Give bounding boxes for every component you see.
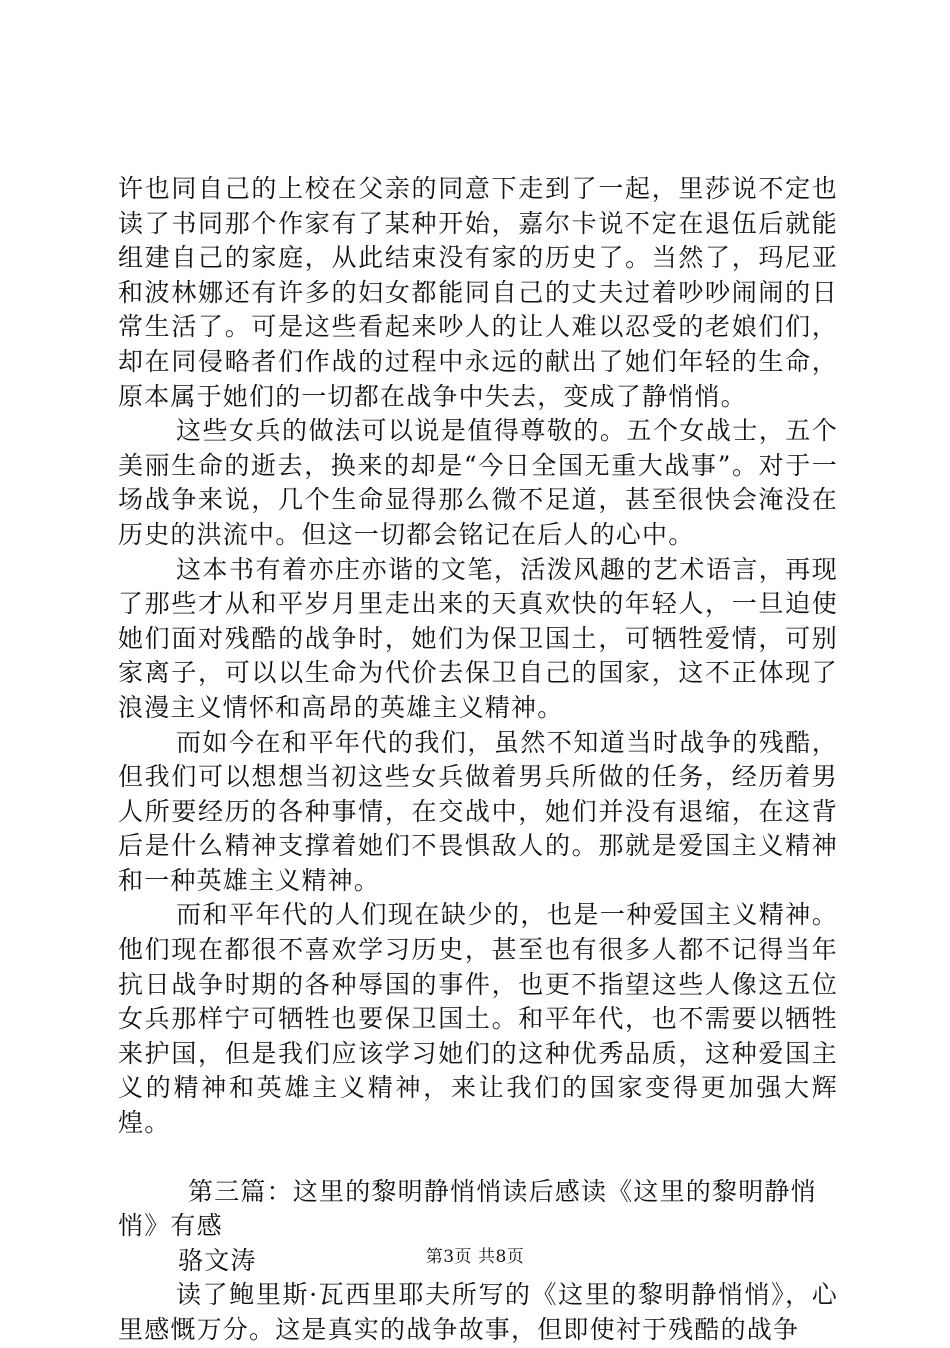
page-number-footer: 第3页 共8页 xyxy=(425,1247,525,1267)
paragraph-female-soldiers: 这些女兵的做法可以说是值得尊敬的。五个女战士，五个美丽生命的逝去，换来的却是“今日全国无重大战事”。对于一场战争来说，几个生命显得那么微不足道，甚至很快会淹没在历史的洪流中。但这一切都会铭记在后人的心中。 xyxy=(118,416,838,549)
paragraph-patriotism: 而和平年代的人们现在缺少的，也是一种爱国主义精神。他们现在都很不喜欢学习历史，甚至也有很多人都不记得当年抗日战争时期的各种辱国的事件，也更不指望这些人像这五位女兵那样宁可牺牲也要保卫国土。和平年代，也不需要以牺牲来护国，但是我们应该学习她们的这种优秀品质，这种爱国主义的精神和英雄主义精神，来让我们的国家变得更加强大辉煌。 xyxy=(118,900,838,1138)
document-body xyxy=(118,172,838,1348)
paragraph-closing: 读了鲍里斯·瓦西里耶夫所写的《这里的黎明静悄悄》，心里感慨万分。这是真实的战争故事，但即使衬于残酷的战争 xyxy=(118,1280,838,1344)
section-spacer xyxy=(118,1141,838,1175)
author-name: 骆文涛 xyxy=(178,1245,257,1275)
section-heading: 第三篇：这里的黎明静悄悄读后感读《这里的黎明静悄悄》有感 xyxy=(118,1176,817,1241)
paragraph-book-style: 这本书有着亦庄亦谐的文笔，活泼风趣的艺术语言，再现了那些才从和平岁月里走出来的天真欢快的年轻人，一旦迫使她们面对残酷的战争时，她们为保卫国土，可牺牲爱情，可别家离子，可以以生命为代价去保卫自己的国家，这不正体现了浪漫主义情怀和高昂的英雄主义精神。 xyxy=(118,554,838,722)
paragraph-peacetime-reflection: 而如今在和平年代的我们，虽然不知道当时战争的残酷，但我们可以想想当初这些女兵做着男兵所做的任务，经历着男人所要经历的各种事情，在交战中，她们并没有退缩，在这背后是什么精神支撑着她们不畏惧敌人的。那就是爱国主义精神和一种英雄主义精神。 xyxy=(118,727,838,895)
paragraph-continuation: 许也同自己的上校在父亲的同意下走到了一起，里莎说不定也读了书同那个作家有了某种开始，嘉尔卡说不定在退伍后就能组建自己的家庭，从此结束没有家的历史了。当然了，玛尼亚和波林娜还有许多的妇女都能同自己的丈夫过着吵吵闹闹的日常生活了。可是这些看起来吵人的让人难以忍受的老娘们们，却在同侵略者们作战的过程中永远的献出了她们年轻的生命，原本属于她们的一切都在战争中失去，变成了静悄悄。 xyxy=(118,174,838,411)
